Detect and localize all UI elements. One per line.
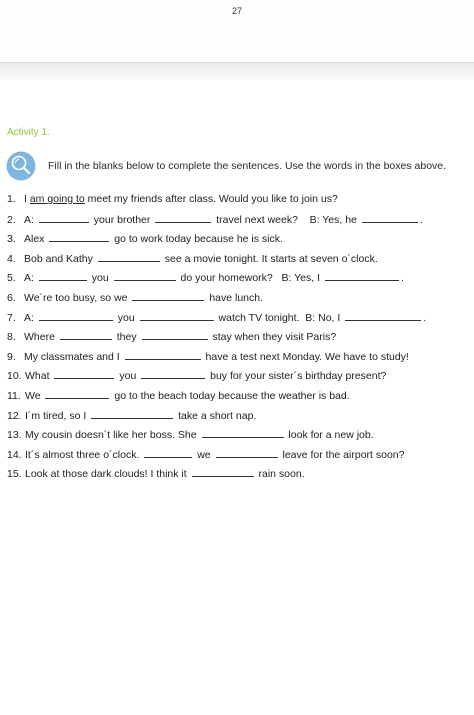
- exercise-item: [7, 252, 469, 272]
- sentence-text: have lunch.: [206, 291, 264, 304]
- sentence-text: look for a new job.: [285, 429, 374, 442]
- exercise-item: [7, 271, 469, 291]
- sentence-text: Where: [24, 331, 58, 344]
- item-number: 15.: [7, 468, 22, 481]
- item-number: 12.: [7, 409, 22, 422]
- sentence-text: I´m tired, so I: [25, 409, 90, 422]
- blank-page-area: [0, 500, 474, 715]
- item-number: 13.: [7, 429, 22, 442]
- sentence-text: My classmates and I: [24, 350, 123, 363]
- page-divider: [0, 62, 474, 63]
- answer-blank[interactable]: [345, 311, 421, 321]
- page-gutter: [0, 62, 474, 80]
- item-number: 2.: [7, 213, 16, 226]
- sentence-text: .: [400, 272, 404, 285]
- sentence-text: It´s almost three o´clock.: [25, 448, 143, 461]
- exercise-item: [7, 428, 469, 448]
- answer-blank[interactable]: [216, 448, 278, 458]
- sentence-text: do your homework? B: Yes, I: [177, 272, 323, 285]
- sentence-text: you: [114, 311, 138, 324]
- item-number: 11.: [7, 389, 21, 402]
- item-number: 1.: [7, 193, 16, 205]
- sentence-text: We´re too busy, so we: [24, 291, 131, 304]
- answer-blank[interactable]: [114, 271, 176, 281]
- answer-blank[interactable]: [60, 330, 112, 340]
- answer-blank[interactable]: [39, 311, 113, 321]
- example-answer: am going to: [29, 193, 85, 205]
- answer-blank[interactable]: [45, 389, 109, 399]
- sentence-text: have a test next Monday. We have to study!: [202, 350, 409, 363]
- sentence-text: My cousin doesn´t like her boss. She: [25, 429, 200, 442]
- sentence-text: meet my friends after class. Would you like to join us?: [84, 193, 338, 205]
- item-number: 14.: [7, 448, 22, 461]
- answer-blank[interactable]: [125, 350, 201, 360]
- sentence-text: We: [25, 389, 44, 402]
- sentence-text: rain soon.: [255, 468, 305, 481]
- sentence-text: they: [113, 331, 140, 344]
- exercise-item: [7, 409, 469, 429]
- sentence-text: A:: [24, 311, 37, 324]
- sentence-text: Look at those dark clouds! I think it: [25, 468, 190, 481]
- sentence-text: A:: [24, 272, 37, 285]
- exercise-item: [7, 467, 469, 487]
- answer-blank[interactable]: [192, 467, 254, 477]
- answer-blank[interactable]: [155, 213, 211, 223]
- sentence-text: take a short nap.: [175, 409, 257, 422]
- answer-blank[interactable]: [39, 271, 87, 281]
- instructions-text: Fill in the blanks below to complete the sentences. Use the words in the boxes above.: [48, 160, 447, 172]
- answer-blank[interactable]: [98, 252, 160, 262]
- exercise-item: [7, 369, 469, 389]
- item-number: 7.: [7, 311, 16, 324]
- exercise-list: [7, 193, 469, 487]
- item-number: 5.: [7, 272, 16, 285]
- sentence-text: .: [423, 311, 427, 324]
- exercise-item: [7, 330, 469, 350]
- sentence-text: see a movie tonight. It starts at seven o´clock.: [161, 252, 378, 265]
- item-number: 8.: [7, 331, 16, 344]
- answer-blank[interactable]: [325, 271, 399, 281]
- sentence-text: I: [24, 193, 30, 205]
- item-number: 3.: [7, 233, 16, 246]
- answer-blank[interactable]: [91, 409, 173, 419]
- answer-blank[interactable]: [54, 369, 114, 379]
- exercise-item: [7, 291, 469, 311]
- answer-blank[interactable]: [140, 311, 214, 321]
- sentence-text: you: [88, 272, 112, 285]
- item-number: 4.: [7, 252, 16, 265]
- sentence-text: A:: [24, 213, 37, 226]
- exercise-item: [7, 311, 469, 331]
- previous-page-area: [0, 0, 474, 62]
- sentence-text: you: [116, 370, 140, 383]
- answer-blank[interactable]: [142, 330, 208, 340]
- sentence-text: your brother: [90, 213, 154, 226]
- sentence-text: Bob and Kathy: [24, 252, 96, 265]
- answer-blank[interactable]: [362, 213, 418, 223]
- activity-title: Activity 1.: [7, 127, 50, 138]
- sentence-text: watch TV tonight. B: No, I: [215, 311, 344, 324]
- exercise-item: [7, 389, 469, 409]
- answer-blank[interactable]: [144, 448, 192, 458]
- answer-blank[interactable]: [132, 291, 204, 301]
- exercise-item: [7, 448, 469, 468]
- exercise-item: [7, 193, 469, 213]
- sentence-text: travel next week? B: Yes, he: [213, 213, 360, 226]
- answer-blank[interactable]: [39, 213, 89, 223]
- exercise-item: [7, 350, 469, 370]
- item-number: 9.: [7, 350, 16, 363]
- answer-blank[interactable]: [141, 369, 205, 379]
- sentence-text: we: [194, 448, 214, 461]
- sentence-text: go to the beach today because the weather is bad.: [111, 389, 350, 402]
- sentence-text: go to work today because he is sick.: [111, 233, 283, 246]
- exercise-item: [7, 232, 469, 252]
- item-number: 10.: [7, 370, 22, 383]
- page-number: 27: [231, 6, 242, 16]
- sentence-text: leave for the airport soon?: [279, 448, 405, 461]
- sentence-text: .: [419, 213, 423, 226]
- sentence-text: Alex: [24, 233, 48, 246]
- sentence-text: buy for your sister´s birthday present?: [207, 370, 387, 383]
- answer-blank[interactable]: [202, 428, 284, 438]
- sentence-text: What: [25, 370, 53, 383]
- answer-blank[interactable]: [49, 232, 109, 242]
- sentence-text: stay when they visit Paris?: [209, 331, 337, 344]
- exercise-item: [7, 213, 469, 233]
- item-number: 6.: [7, 291, 16, 304]
- magnifier-icon: [6, 151, 36, 181]
